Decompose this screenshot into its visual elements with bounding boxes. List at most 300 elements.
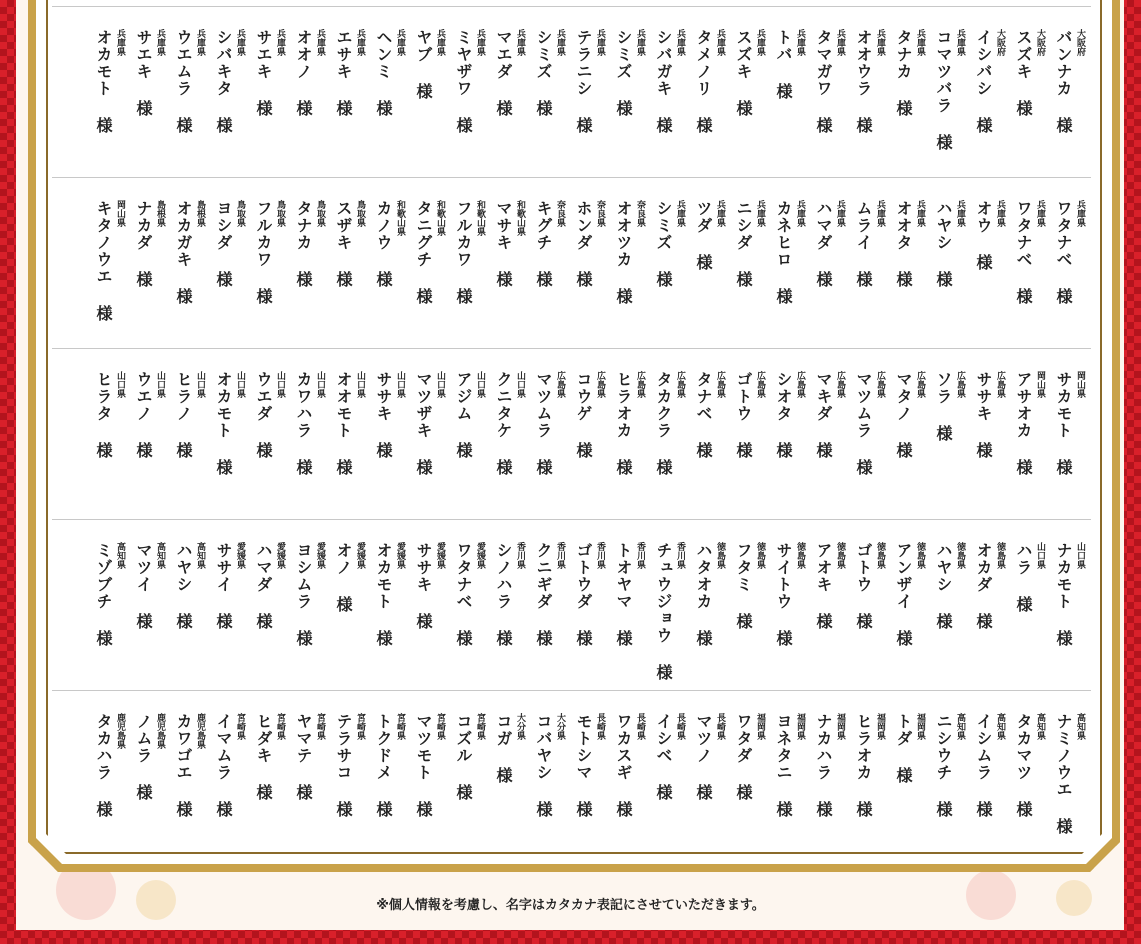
prefecture-label: 兵庫県 [155, 29, 165, 56]
name-entry [211, 200, 251, 348]
winner-name: アンザイ 様 [894, 542, 913, 647]
name-entry [691, 542, 731, 690]
prefecture-label: 山口県 [475, 371, 485, 398]
winner-name: スズキ 様 [734, 29, 753, 117]
prefecture-label: 兵庫県 [995, 200, 1005, 227]
prefecture-label: 大阪府 [1075, 29, 1085, 56]
name-entry [971, 713, 1011, 861]
name-entry [91, 371, 131, 519]
winner-name: トバ 様 [774, 29, 793, 100]
prefecture-label: 和歌山県 [475, 200, 485, 236]
winner-name: ヤマテ 様 [294, 713, 313, 801]
name-entry [931, 371, 971, 519]
winner-name: ヨシムラ 様 [294, 542, 313, 647]
name-entry [571, 542, 611, 690]
prefecture-label: 兵庫県 [755, 200, 765, 227]
name-entry [371, 200, 411, 348]
name-entry [571, 29, 611, 177]
prefecture-label: 兵庫県 [875, 29, 885, 56]
prefecture-label: 愛媛県 [235, 542, 245, 569]
prefecture-label: 鹿児島県 [195, 713, 205, 749]
winner-name: トクドメ 様 [374, 713, 393, 818]
prefecture-label: 福岡県 [795, 713, 805, 740]
prefecture-label: 山口県 [275, 371, 285, 398]
name-entry [91, 200, 131, 348]
winner-name: ヘンミ 様 [374, 29, 393, 117]
name-entry [1051, 713, 1091, 861]
prefecture-label: 宮崎県 [315, 713, 325, 740]
prefecture-label: 兵庫県 [275, 29, 285, 56]
prefecture-label: 兵庫県 [915, 200, 925, 227]
name-entry [611, 200, 651, 348]
name-entry [291, 713, 331, 861]
prefecture-label: 徳島県 [835, 542, 845, 569]
prefecture-label: 福岡県 [835, 713, 845, 740]
prefecture-label: 和歌山県 [515, 200, 525, 236]
name-entry [851, 200, 891, 348]
name-entry [1051, 371, 1091, 519]
winner-name: クニギダ 様 [534, 542, 553, 647]
prefecture-label: 鹿児島県 [115, 713, 125, 749]
winner-name: ササキ 様 [374, 371, 393, 459]
name-entry [891, 713, 931, 861]
name-row [52, 7, 1091, 177]
winner-name: サエキ 様 [254, 29, 273, 117]
prefecture-label: 広島県 [755, 371, 765, 398]
prefecture-label: 香川県 [595, 542, 605, 569]
winner-name: フルカワ 様 [254, 200, 273, 305]
name-entry [811, 200, 851, 348]
prefecture-label: 山口県 [195, 371, 205, 398]
prefecture-label: 岡山県 [115, 200, 125, 227]
prefecture-label: 兵庫県 [1075, 200, 1085, 227]
name-entry [371, 713, 411, 861]
prefecture-label: 兵庫県 [395, 29, 405, 56]
name-entry [771, 713, 811, 861]
name-entry [211, 713, 251, 861]
prefecture-label: 広島県 [995, 371, 1005, 398]
prefecture-label: 兵庫県 [435, 29, 445, 56]
prefecture-label: 徳島県 [795, 542, 805, 569]
prefecture-label: 広島県 [595, 371, 605, 398]
winner-name: イシベ 様 [654, 713, 673, 801]
prefecture-label: 宮崎県 [395, 713, 405, 740]
winner-name: コズル 様 [454, 713, 473, 801]
winner-name: アジム 様 [454, 371, 473, 459]
winner-name: ナカモト 様 [1054, 542, 1073, 647]
winner-name: シバガキ 様 [654, 29, 673, 134]
prefecture-label: 兵庫県 [675, 200, 685, 227]
name-entry [771, 200, 811, 348]
name-entry [531, 200, 571, 348]
prefecture-label: 広島県 [835, 371, 845, 398]
prefecture-label: 兵庫県 [515, 29, 525, 56]
name-entry [411, 371, 451, 519]
name-entry [291, 29, 331, 177]
winner-name: ミヤザワ 様 [454, 29, 473, 134]
prefecture-label: 山口県 [315, 371, 325, 398]
prefecture-label: 岡山県 [1075, 371, 1085, 398]
name-entry [891, 200, 931, 348]
name-entry [851, 371, 891, 519]
prefecture-label: 宮崎県 [475, 713, 485, 740]
prefecture-label: 愛媛県 [435, 542, 445, 569]
name-entry [131, 371, 171, 519]
prefecture-label: 徳島県 [875, 542, 885, 569]
prefecture-label: 兵庫県 [115, 29, 125, 56]
name-entry [611, 29, 651, 177]
name-entry [1011, 29, 1051, 177]
prefecture-label: 兵庫県 [595, 29, 605, 56]
name-row [52, 178, 1091, 348]
winner-name: カワハラ 様 [294, 371, 313, 476]
name-entry [171, 713, 211, 861]
winner-name: ヨネタニ 様 [774, 713, 793, 818]
name-entry [651, 371, 691, 519]
winner-name: ヒラノ 様 [174, 371, 193, 459]
prefecture-label: 広島県 [635, 371, 645, 398]
prefecture-label: 長崎県 [675, 713, 685, 740]
winner-name: シバキタ 様 [214, 29, 233, 134]
name-entry [891, 29, 931, 177]
prefecture-label: 長崎県 [595, 713, 605, 740]
name-entry [371, 29, 411, 177]
prefecture-label: 大分県 [555, 713, 565, 740]
winner-name: コバヤシ 様 [534, 713, 553, 818]
name-entry [731, 542, 771, 690]
prefecture-label: 愛媛県 [275, 542, 285, 569]
name-row [52, 520, 1091, 690]
name-entry [91, 542, 131, 690]
name-entry [691, 371, 731, 519]
winner-name: モトシマ 様 [574, 713, 593, 818]
prefecture-label: 鳥取県 [315, 200, 325, 227]
winner-name: マツムラ 様 [534, 371, 553, 476]
prefecture-label: 高知県 [115, 542, 125, 569]
prefecture-label: 兵庫県 [715, 29, 725, 56]
prefecture-label: 山口県 [395, 371, 405, 398]
prefecture-label: 香川県 [515, 542, 525, 569]
winner-name: マキダ 様 [814, 371, 833, 459]
name-entry [851, 29, 891, 177]
winner-name: マツイ 様 [134, 542, 153, 630]
winner-name: マツモト 様 [414, 713, 433, 818]
prefecture-label: 高知県 [995, 713, 1005, 740]
name-entry [251, 713, 291, 861]
name-entry [451, 713, 491, 861]
winner-name: トオヤマ 様 [614, 542, 633, 647]
name-entry [931, 542, 971, 690]
prefecture-label: 鳥取県 [275, 200, 285, 227]
name-entry [411, 713, 451, 861]
name-entry [811, 542, 851, 690]
prefecture-label: 兵庫県 [355, 29, 365, 56]
prefecture-label: 兵庫県 [755, 29, 765, 56]
name-entry [1011, 713, 1051, 861]
name-entry [491, 713, 531, 861]
prefecture-label: 兵庫県 [955, 200, 965, 227]
winner-name: マツザキ 様 [414, 371, 433, 476]
winner-name: ヨシダ 様 [214, 200, 233, 288]
name-entry [531, 713, 571, 861]
winner-name: シミズ 様 [614, 29, 633, 117]
winner-name: ハヤシ 様 [934, 542, 953, 630]
name-entry [451, 371, 491, 519]
name-entry [331, 542, 371, 690]
name-entry [651, 713, 691, 861]
prefecture-label: 大分県 [515, 713, 525, 740]
prefecture-label: 鳥取県 [355, 200, 365, 227]
winner-name: ナカダ 様 [134, 200, 153, 288]
winner-name: テラニシ 様 [574, 29, 593, 134]
winner-name: ツダ 様 [694, 200, 713, 271]
name-entry [851, 542, 891, 690]
name-entry [611, 371, 651, 519]
winner-name: マタノ 様 [894, 371, 913, 459]
winner-name: ヒダキ 様 [254, 713, 273, 801]
winner-name: テラサコ 様 [334, 713, 353, 818]
winner-name: エサキ 様 [334, 29, 353, 117]
winner-name: イマムラ 様 [214, 713, 233, 818]
name-entry [331, 713, 371, 861]
name-entry [451, 29, 491, 177]
name-entry [451, 200, 491, 348]
name-entry [371, 542, 411, 690]
name-entry [1011, 542, 1051, 690]
winner-name: マツノ 様 [694, 713, 713, 801]
winner-name: ウエムラ 様 [174, 29, 193, 134]
prefecture-label: 兵庫県 [915, 29, 925, 56]
winner-name: マツムラ 様 [854, 371, 873, 476]
winner-name: マエダ 様 [494, 29, 513, 117]
name-entry [971, 542, 1011, 690]
prefecture-label: 兵庫県 [195, 29, 205, 56]
name-entry [491, 542, 531, 690]
prefecture-label: 山口県 [435, 371, 445, 398]
name-entry [811, 29, 851, 177]
winner-name: ヒラオカ 様 [614, 371, 633, 476]
name-entry [171, 371, 211, 519]
prefecture-label: 愛媛県 [315, 542, 325, 569]
winner-name: シオタ 様 [774, 371, 793, 459]
winner-name: タナベ 様 [694, 371, 713, 459]
winner-name: フルカワ 様 [454, 200, 473, 305]
winner-name: シノハラ 様 [494, 542, 513, 647]
prefecture-label: 兵庫県 [835, 200, 845, 227]
winner-name: タカマツ 様 [1014, 713, 1033, 818]
name-row [52, 691, 1091, 861]
name-entry [371, 371, 411, 519]
name-entry [611, 713, 651, 861]
name-entry [131, 29, 171, 177]
winner-name: キグチ 様 [534, 200, 553, 288]
name-entry [91, 713, 131, 861]
name-entry [971, 371, 1011, 519]
winner-name: ハタオカ 様 [694, 542, 713, 647]
prefecture-label: 広島県 [955, 371, 965, 398]
name-entry [331, 29, 371, 177]
prefecture-label: 高知県 [1035, 713, 1045, 740]
winner-name: ムライ 様 [854, 200, 873, 288]
name-entry [491, 371, 531, 519]
prefecture-label: 岡山県 [1035, 371, 1045, 398]
name-entry [691, 200, 731, 348]
winner-name: イシムラ 様 [974, 713, 993, 818]
winner-name: ミゾブチ 様 [94, 542, 113, 647]
name-entry [491, 200, 531, 348]
prefecture-label: 広島県 [675, 371, 685, 398]
name-entry [91, 29, 131, 177]
winner-name: ヒラタ 様 [94, 371, 113, 459]
winner-name: タカハラ 様 [94, 713, 113, 818]
winner-name: オウ 様 [974, 200, 993, 271]
privacy-note: ※個人情報を考慮し、名字はカタカナ表記にさせていただきます。 [376, 898, 765, 913]
prefecture-label: 徳島県 [995, 542, 1005, 569]
prefecture-label: 福岡県 [915, 713, 925, 740]
prefecture-label: 奈良県 [555, 200, 565, 227]
name-entry [771, 371, 811, 519]
winner-name: ナカハラ 様 [814, 713, 833, 818]
name-entry [931, 713, 971, 861]
name-entry [531, 29, 571, 177]
prefecture-label: 兵庫県 [795, 200, 805, 227]
prefecture-label: 兵庫県 [235, 29, 245, 56]
prefecture-label: 福岡県 [875, 713, 885, 740]
winner-name: イシバシ 様 [974, 29, 993, 134]
name-entry [691, 29, 731, 177]
name-entry [251, 371, 291, 519]
name-entry [411, 200, 451, 348]
prefecture-label: 大阪府 [1035, 29, 1045, 56]
winner-name: ハヤシ 様 [174, 542, 193, 630]
name-entry [971, 29, 1011, 177]
winner-name: ワカスギ 様 [614, 713, 633, 818]
name-entry [291, 371, 331, 519]
winner-name: タニグチ 様 [414, 200, 433, 305]
prefecture-label: 宮崎県 [435, 713, 445, 740]
prefecture-label: 山口県 [1075, 542, 1085, 569]
winner-name: タナカ 様 [294, 200, 313, 288]
prefecture-label: 徳島県 [755, 542, 765, 569]
prefecture-label: 兵庫県 [635, 29, 645, 56]
name-entry [291, 200, 331, 348]
winner-list [52, 6, 1091, 861]
prefecture-label: 奈良県 [595, 200, 605, 227]
prefecture-label: 山口県 [235, 371, 245, 398]
name-entry [931, 200, 971, 348]
name-entry [251, 542, 291, 690]
name-entry [1051, 200, 1091, 348]
winner-name: バンナカ 様 [1054, 29, 1073, 134]
winner-name: サエキ 様 [134, 29, 153, 117]
winner-name: マサキ 様 [494, 200, 513, 288]
prefecture-label: 広島県 [915, 371, 925, 398]
name-entry [211, 542, 251, 690]
prefecture-label: 兵庫県 [475, 29, 485, 56]
winner-name: サカモト 様 [1054, 371, 1073, 476]
prefecture-label: 高知県 [155, 542, 165, 569]
winner-name: シミズ 様 [534, 29, 553, 117]
winner-name: トダ 様 [894, 713, 913, 784]
winner-name: ニシダ 様 [734, 200, 753, 288]
prefecture-label: 長崎県 [715, 713, 725, 740]
winner-name: ホンダ 様 [574, 200, 593, 288]
winner-name: ハラ 様 [1014, 542, 1033, 613]
name-entry [411, 542, 451, 690]
name-entry [171, 542, 211, 690]
winner-name: ササキ 様 [414, 542, 433, 630]
winner-name: オカモト 様 [94, 29, 113, 134]
name-entry [171, 29, 211, 177]
prefecture-label: 愛媛県 [395, 542, 405, 569]
prefecture-label: 奈良県 [635, 200, 645, 227]
winner-name: ゴトウ 様 [734, 371, 753, 459]
winner-name: ウエダ 様 [254, 371, 273, 459]
winner-name: タカクラ 様 [654, 371, 673, 476]
prefecture-label: 徳島県 [915, 542, 925, 569]
prefecture-label: 鹿児島県 [155, 713, 165, 749]
name-entry [931, 29, 971, 177]
prefecture-label: 島根県 [195, 200, 205, 227]
prefecture-label: 広島県 [795, 371, 805, 398]
name-entry [651, 29, 691, 177]
prefecture-label: 香川県 [555, 542, 565, 569]
winner-name: スズキ 様 [1014, 29, 1033, 117]
name-entry [811, 371, 851, 519]
prefecture-label: 兵庫県 [555, 29, 565, 56]
name-entry [771, 542, 811, 690]
prefecture-label: 広島県 [555, 371, 565, 398]
name-entry [1011, 200, 1051, 348]
prefecture-label: 宮崎県 [275, 713, 285, 740]
prefecture-label: 兵庫県 [675, 29, 685, 56]
winner-name: カワゴエ 様 [174, 713, 193, 818]
name-entry [1051, 542, 1091, 690]
name-entry [131, 200, 171, 348]
name-entry [771, 29, 811, 177]
winner-name: シミズ 様 [654, 200, 673, 288]
name-entry [451, 542, 491, 690]
prefecture-label: 和歌山県 [395, 200, 405, 236]
name-entry [131, 713, 171, 861]
prefecture-label: 兵庫県 [1035, 200, 1045, 227]
winner-name: タマガワ 様 [814, 29, 833, 134]
name-entry [531, 542, 571, 690]
name-entry [251, 200, 291, 348]
prefecture-label: 宮崎県 [235, 713, 245, 740]
prefecture-label: 愛媛県 [475, 542, 485, 569]
name-row [52, 349, 1091, 519]
prefecture-label: 兵庫県 [795, 29, 805, 56]
name-entry [731, 200, 771, 348]
winner-name: ニシウチ 様 [934, 713, 953, 818]
name-entry [571, 200, 611, 348]
name-entry [211, 371, 251, 519]
name-entry [491, 29, 531, 177]
name-entry [291, 542, 331, 690]
winner-name: ゴトウダ 様 [574, 542, 593, 647]
prefecture-label: 山口県 [355, 371, 365, 398]
name-entry [851, 713, 891, 861]
winner-name: コガ 様 [494, 713, 513, 784]
name-entry [811, 713, 851, 861]
prefecture-label: 高知県 [955, 713, 965, 740]
winner-name: タメノリ 様 [694, 29, 713, 134]
name-entry [171, 200, 211, 348]
name-entry [651, 542, 691, 690]
prefecture-label: 宮崎県 [355, 713, 365, 740]
prefecture-label: 長崎県 [635, 713, 645, 740]
